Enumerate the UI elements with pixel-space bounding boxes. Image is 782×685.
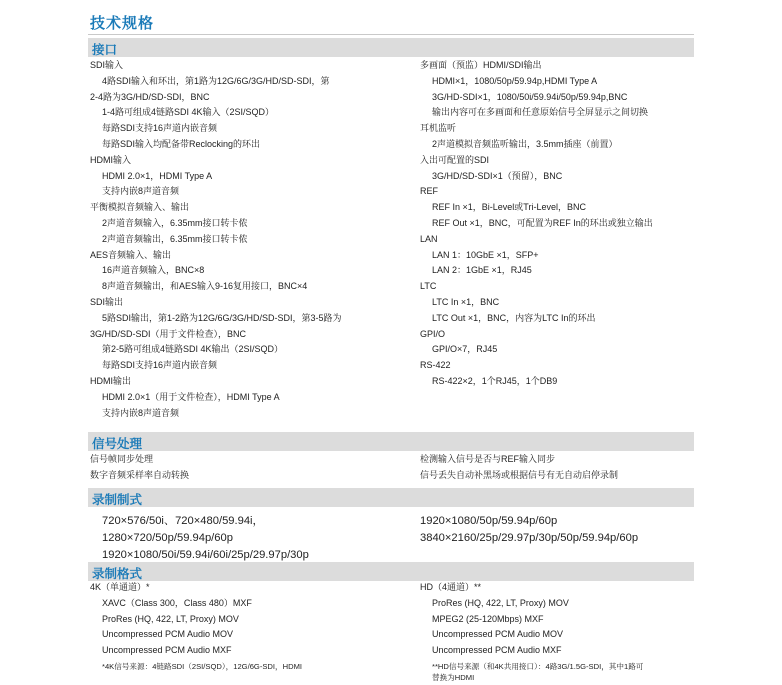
recording-standard: 1920×1080/50i/59.94i/60i/25p/29.97p/30p bbox=[102, 549, 309, 561]
spec-detail: 每路SDI输入均配备带Reclocking的环出 bbox=[102, 138, 261, 149]
section-signal-title: 信号处理 bbox=[92, 437, 143, 451]
signal-item: 检测输入信号是否与REF输入同步 bbox=[420, 454, 556, 464]
spec-detail: LTC Out ×1，BNC，内容为LTC In的环出 bbox=[432, 312, 596, 323]
spec-heading: 3G/HD/SD-SDI（用于文件检查），BNC bbox=[90, 328, 247, 339]
spec-detail: HDMI 2.0×1，HDMI Type A bbox=[102, 170, 213, 181]
spec-detail: RS-422×2，1个RJ45，1个DB9 bbox=[432, 375, 558, 386]
section-interfaces-title: 接口 bbox=[92, 43, 118, 57]
spec-detail: REF Out ×1，BNC，可配置为REF In的环出或独立输出 bbox=[432, 217, 653, 228]
signal-item: 信号帧同步处理 bbox=[90, 454, 154, 464]
spec-detail: 支持内嵌8声道音频 bbox=[102, 186, 180, 197]
spec-heading: 2-4路为3G/HD/SD-SDI，BNC bbox=[90, 91, 210, 102]
recording-standard: 1920×1080/50p/59.94p/60p bbox=[420, 515, 558, 527]
format-item: XAVC（Class 300，Class 480）MXF bbox=[102, 597, 252, 608]
formats-left-footnote: *4K信号来源：4链路SDI（2SI/SQD），12G/6G-SDI，HDMI bbox=[102, 661, 303, 671]
spec-detail: LAN 2：1GbE ×1，RJ45 bbox=[432, 265, 532, 276]
interfaces-left-column bbox=[90, 58, 342, 421]
signal-left-column bbox=[90, 452, 189, 484]
spec-detail: REF In ×1，Bi-Level或Tri-Level，BNC bbox=[432, 202, 586, 213]
recording-left-column bbox=[102, 513, 309, 564]
spec-detail: 16声道音频输入，BNC×8 bbox=[102, 265, 205, 276]
spec-heading: GPI/O bbox=[420, 328, 446, 339]
spec-heading: SDI输入 bbox=[90, 60, 124, 70]
formats-right-footnote-line: **HD信号来源（和4K共用接口）：4路3G/1.5G-SDI，其中1路可 bbox=[432, 661, 644, 671]
formats-left-column bbox=[90, 580, 302, 677]
spec-heading: AES音频输入、输出 bbox=[90, 249, 172, 260]
spec-detail: 每路SDI支持16声道内嵌音频 bbox=[102, 360, 218, 371]
spec-heading: SDI输出 bbox=[90, 296, 124, 307]
spec-heading: 耳机监听 bbox=[420, 123, 457, 134]
spec-detail: 输出内容可在多画面和任意原始信号全屏显示之间切换 bbox=[432, 107, 649, 118]
spec-heading: 入出可配置的SDI bbox=[420, 154, 490, 165]
spec-detail: 5路SDI输出，第1-2路为12G/6G/3G/HD/SD-SDI，第3-5路为 bbox=[102, 312, 342, 323]
spec-detail: HDMI×1，1080/50p/59.94p,HDMI Type A bbox=[432, 75, 598, 86]
spec-detail: 1-4路可组成4链路SDI 4K输入（2SI/SQD） bbox=[102, 107, 275, 118]
spec-heading: REF bbox=[420, 186, 438, 197]
signal-item: 数字音频采样率自动转换 bbox=[90, 469, 190, 480]
spec-heading: HDMI输入 bbox=[90, 154, 131, 165]
spec-heading: HDMI输出 bbox=[90, 375, 131, 386]
spec-heading: RS-422 bbox=[420, 360, 451, 371]
recording-standard: 720×576/50i、720×480/59.94i， bbox=[102, 515, 264, 527]
spec-detail: 8声道音频输出，和AES输入9-16复用接口，BNC×4 bbox=[102, 281, 308, 292]
spec-detail: LAN 1：10GbE ×1，SFP+ bbox=[432, 249, 539, 260]
recording-right-column bbox=[420, 513, 638, 547]
formats-right-title: HD（4通道）** bbox=[420, 582, 482, 592]
spec-detail: 3G/HD-SDI×1，1080/50i/59.94i/50p/59.94p,BNC bbox=[432, 91, 628, 102]
section-recording-title: 录制制式 bbox=[92, 493, 143, 507]
spec-heading: 平衡模拟音频输入、输出 bbox=[90, 202, 190, 213]
format-item: Uncompressed PCM Audio MOV bbox=[432, 629, 564, 640]
spec-heading: 多画面（预监）HDMI/SDI输出 bbox=[420, 60, 542, 70]
section-recording-header bbox=[88, 488, 694, 507]
title-divider bbox=[88, 34, 694, 35]
formats-right-footnote-line: 替换为HDMI bbox=[432, 672, 475, 682]
spec-detail: 4路SDI输入和环出，第1路为12G/6G/3G/HD/SD-SDI，第 bbox=[102, 75, 330, 86]
formats-left-title: 4K（单通道）* bbox=[90, 582, 150, 592]
spec-detail: 3G/HD/SD-SDI×1（预留），BNC bbox=[432, 170, 563, 181]
spec-heading: LAN bbox=[420, 233, 438, 244]
spec-detail: 每路SDI支持16声道内嵌音频 bbox=[102, 123, 218, 134]
spec-detail: HDMI 2.0×1（用于文件检查），HDMI Type A bbox=[102, 391, 280, 402]
spec-heading: LTC bbox=[420, 281, 437, 292]
section-formats-title: 录制格式 bbox=[92, 567, 143, 581]
spec-detail: 支持内嵌8声道音频 bbox=[102, 407, 180, 418]
formats-right-column bbox=[420, 580, 643, 683]
format-item: Uncompressed PCM Audio MXF bbox=[432, 645, 562, 656]
format-item: ProRes (HQ, 422, LT, Proxy) MOV bbox=[102, 613, 239, 624]
format-item: MPEG2 (25-120Mbps) MXF bbox=[432, 613, 544, 624]
format-item: Uncompressed PCM Audio MXF bbox=[102, 645, 232, 656]
spec-detail: 2声道音频输入，6.35mm接口转卡侬 bbox=[102, 217, 248, 228]
section-interfaces-header bbox=[88, 38, 694, 57]
format-item: Uncompressed PCM Audio MOV bbox=[102, 629, 234, 640]
format-item: ProRes (HQ, 422, LT, Proxy) MOV bbox=[432, 597, 569, 608]
spec-detail: 第2-5路可组成4链路SDI 4K输出（2SI/SQD） bbox=[102, 344, 284, 355]
recording-standard: 3840×2160/25p/29.97p/30p/50p/59.94p/60p bbox=[420, 532, 639, 544]
section-signal-header bbox=[88, 432, 694, 451]
spec-detail: 2声道音频输出，6.35mm接口转卡侬 bbox=[102, 233, 248, 244]
spec-detail: 2声道模拟音频监听输出，3.5mm插座（前置） bbox=[432, 138, 618, 149]
spec-detail: LTC In ×1，BNC bbox=[432, 296, 500, 307]
signal-item: 信号丢失自动补黑场或根据信号有无自动启停录制 bbox=[420, 469, 619, 480]
signal-right-column bbox=[420, 452, 618, 484]
page-title: 技术规格 bbox=[90, 15, 155, 32]
section-formats-header bbox=[88, 562, 694, 581]
interfaces-right-column bbox=[420, 58, 653, 390]
recording-standard: 1280×720/50p/59.94p/60p bbox=[102, 532, 233, 544]
spec-detail: GPI/O×7，RJ45 bbox=[432, 344, 498, 355]
